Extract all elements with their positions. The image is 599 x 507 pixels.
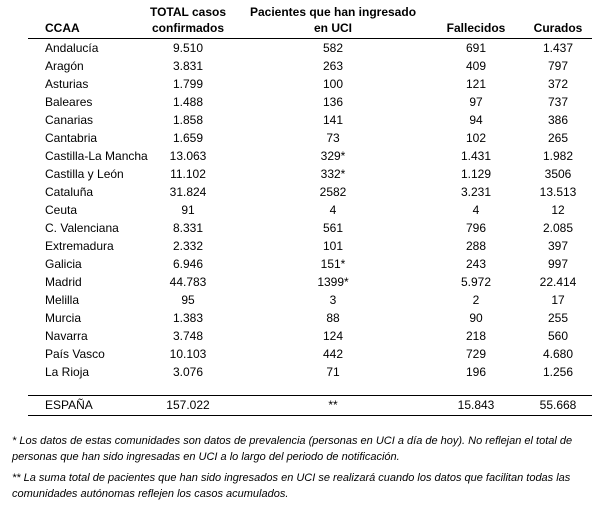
table-row [28, 255, 592, 273]
total-confirmados: 157.022 [138, 396, 238, 416]
cell-fallecidos: 691 [465, 41, 487, 55]
cell-curados: 560 [547, 329, 569, 343]
spacer-cell [28, 381, 592, 396]
table-header [28, 4, 592, 39]
table-row [28, 165, 592, 183]
cell-curados: 1.437 [542, 41, 574, 55]
cell-ccaa: Ceuta [45, 203, 78, 217]
cell-curados: 17 [551, 293, 565, 307]
cell-confirmados: 2.332 [172, 239, 204, 253]
cell-uci: 442 [322, 347, 344, 361]
table-row [28, 273, 592, 291]
cell-fallecidos: 409 [465, 59, 487, 73]
cell-curados: 997 [547, 257, 569, 271]
cell-fallecidos: 90 [469, 311, 483, 325]
cell-uci: 2582 [319, 185, 347, 199]
cell-fallecidos: 5.972 [460, 275, 492, 289]
table-row [28, 147, 592, 165]
cell-uci: 73 [326, 131, 340, 145]
cell-fallecidos: 3.231 [460, 185, 492, 199]
total-ccaa: ESPAÑA [28, 396, 138, 416]
table-row [28, 57, 592, 75]
footnotes [12, 433, 592, 507]
cell-uci: 1399* [317, 275, 349, 289]
cell-uci: 561 [322, 221, 344, 235]
table-row [28, 183, 592, 201]
cell-fallecidos: 729 [465, 347, 487, 361]
table-row [28, 237, 592, 255]
cell-fallecidos: 121 [465, 77, 487, 91]
cell-confirmados: 9.510 [172, 41, 204, 55]
table-row [28, 39, 592, 58]
cell-confirmados: 1.858 [172, 113, 204, 127]
cell-curados: 397 [547, 239, 569, 253]
footnote-uci-total: ** La suma total de pacientes que han sido ingresados en UCI se realizará cuando los datos que facilitan todas las comunidades autónomas reflejen los casos acumulados. [12, 472, 571, 500]
cell-curados: 2.085 [542, 221, 574, 235]
cell-fallecidos: 2 [472, 293, 480, 307]
ccaa-data-table [28, 4, 592, 416]
cell-ccaa: Murcia [45, 311, 82, 325]
cell-fallecidos: 1.129 [460, 167, 492, 181]
cell-ccaa: Cantabria [45, 131, 98, 145]
header-uci-line-1: Pacientes que han ingresado [249, 5, 417, 19]
cell-ccaa: Baleares [45, 95, 93, 109]
cell-ccaa: La Rioja [45, 365, 90, 379]
cell-uci: 71 [326, 365, 340, 379]
cell-confirmados: 3.831 [172, 59, 204, 73]
cell-ccaa: Extremadura [45, 239, 114, 253]
cell-confirmados: 1.488 [172, 95, 204, 109]
cell-uci: 582 [322, 41, 344, 55]
header-uci [238, 4, 428, 39]
cell-fallecidos: 97 [469, 95, 483, 109]
cell-confirmados: 1.799 [172, 77, 204, 91]
cell-ccaa: País Vasco [45, 347, 105, 361]
table-row [28, 291, 592, 309]
cell-uci: 88 [326, 311, 340, 325]
cell-curados: 1.982 [542, 149, 574, 163]
cell-confirmados: 91 [181, 203, 195, 217]
table-row [28, 309, 592, 327]
cell-curados: 386 [547, 113, 569, 127]
cell-ccaa: Castilla y León [45, 167, 124, 181]
cell-uci: 100 [322, 77, 344, 91]
cell-uci: 136 [322, 95, 344, 109]
cell-confirmados: 44.783 [169, 275, 207, 289]
table-row [28, 345, 592, 363]
cell-uci: 263 [322, 59, 344, 73]
cell-ccaa: Asturias [45, 77, 89, 91]
table-row [28, 111, 592, 129]
header-curados: Curados [524, 4, 592, 39]
cell-curados: 22.414 [539, 275, 577, 289]
cell-curados: 737 [547, 95, 569, 109]
cell-confirmados: 11.102 [170, 167, 206, 181]
cell-confirmados: 13.063 [169, 149, 207, 163]
header-confirmados-line-2: confirmados [151, 21, 224, 35]
cell-ccaa: Galicia [45, 257, 82, 271]
cell-confirmados: 3.748 [172, 329, 204, 343]
cell-fallecidos: 94 [469, 113, 483, 127]
cell-fallecidos: 102 [465, 131, 487, 145]
cell-ccaa: Cataluña [45, 185, 94, 199]
cell-uci: 101 [322, 239, 344, 253]
total-uci: ** [238, 396, 428, 416]
header-ccaa: CCAA [28, 4, 138, 39]
cell-uci: 3 [329, 293, 337, 307]
table-row [28, 129, 592, 147]
table-row [28, 363, 592, 381]
table-row [28, 327, 592, 345]
cell-uci: 124 [322, 329, 344, 343]
cell-curados: 3506 [544, 167, 572, 181]
cell-curados: 265 [547, 131, 569, 145]
ccaa-data-table-container [28, 4, 592, 416]
cell-ccaa: Andalucía [45, 41, 99, 55]
cell-fallecidos: 288 [465, 239, 487, 253]
header-fallecidos: Fallecidos [428, 4, 524, 39]
cell-ccaa: Castilla-La Mancha [45, 149, 148, 163]
cell-curados: 13.513 [539, 185, 577, 199]
cell-ccaa: C. Valenciana [45, 221, 119, 235]
cell-fallecidos: 1.431 [460, 149, 492, 163]
cell-ccaa: Madrid [45, 275, 82, 289]
cell-uci: 141 [322, 113, 344, 127]
cell-ccaa: Canarias [45, 113, 94, 127]
total-row [28, 396, 592, 416]
cell-confirmados: 1.383 [172, 311, 204, 325]
footnote-prevalence: * Los datos de estas comunidades son datos de prevalencia (personas en UCI a día de hoy). No reflejan el total de personas que han sido ingresadas en UCI a lo largo del periodo de notificación. [12, 435, 573, 463]
cell-fallecidos: 4 [472, 203, 480, 217]
cell-uci: 332* [320, 167, 346, 181]
cell-curados: 255 [547, 311, 569, 325]
cell-confirmados: 8.331 [172, 221, 204, 235]
table-row [28, 219, 592, 237]
cell-curados: 1.256 [542, 365, 574, 379]
cell-confirmados: 6.946 [172, 257, 204, 271]
cell-curados: 4.680 [542, 347, 574, 361]
cell-fallecidos: 218 [465, 329, 487, 343]
header-row [28, 4, 592, 39]
header-confirmados [138, 4, 238, 39]
total-fallecidos: 15.843 [428, 396, 524, 416]
cell-curados: 372 [547, 77, 569, 91]
cell-uci: 151* [320, 257, 346, 271]
cell-confirmados: 1.659 [172, 131, 204, 145]
cell-curados: 12 [551, 203, 565, 217]
header-uci-line-2: en UCI [313, 21, 352, 35]
total-curados: 55.668 [524, 396, 592, 416]
spacer-row [28, 381, 592, 396]
cell-ccaa: Melilla [45, 293, 80, 307]
table-body [28, 39, 592, 416]
table-row [28, 93, 592, 111]
cell-confirmados: 31.824 [169, 185, 207, 199]
cell-curados: 797 [547, 59, 569, 73]
cell-uci: 329* [320, 149, 346, 163]
header-confirmados-line-1: TOTAL casos [149, 5, 227, 19]
cell-confirmados: 95 [181, 293, 195, 307]
cell-fallecidos: 196 [465, 365, 487, 379]
cell-confirmados: 10.103 [169, 347, 207, 361]
cell-confirmados: 3.076 [172, 365, 204, 379]
cell-fallecidos: 243 [465, 257, 487, 271]
cell-ccaa: Navarra [45, 329, 88, 343]
table-row [28, 201, 592, 219]
cell-fallecidos: 796 [465, 221, 487, 235]
table-row [28, 75, 592, 93]
cell-ccaa: Aragón [45, 59, 84, 73]
cell-uci: 4 [329, 203, 337, 217]
